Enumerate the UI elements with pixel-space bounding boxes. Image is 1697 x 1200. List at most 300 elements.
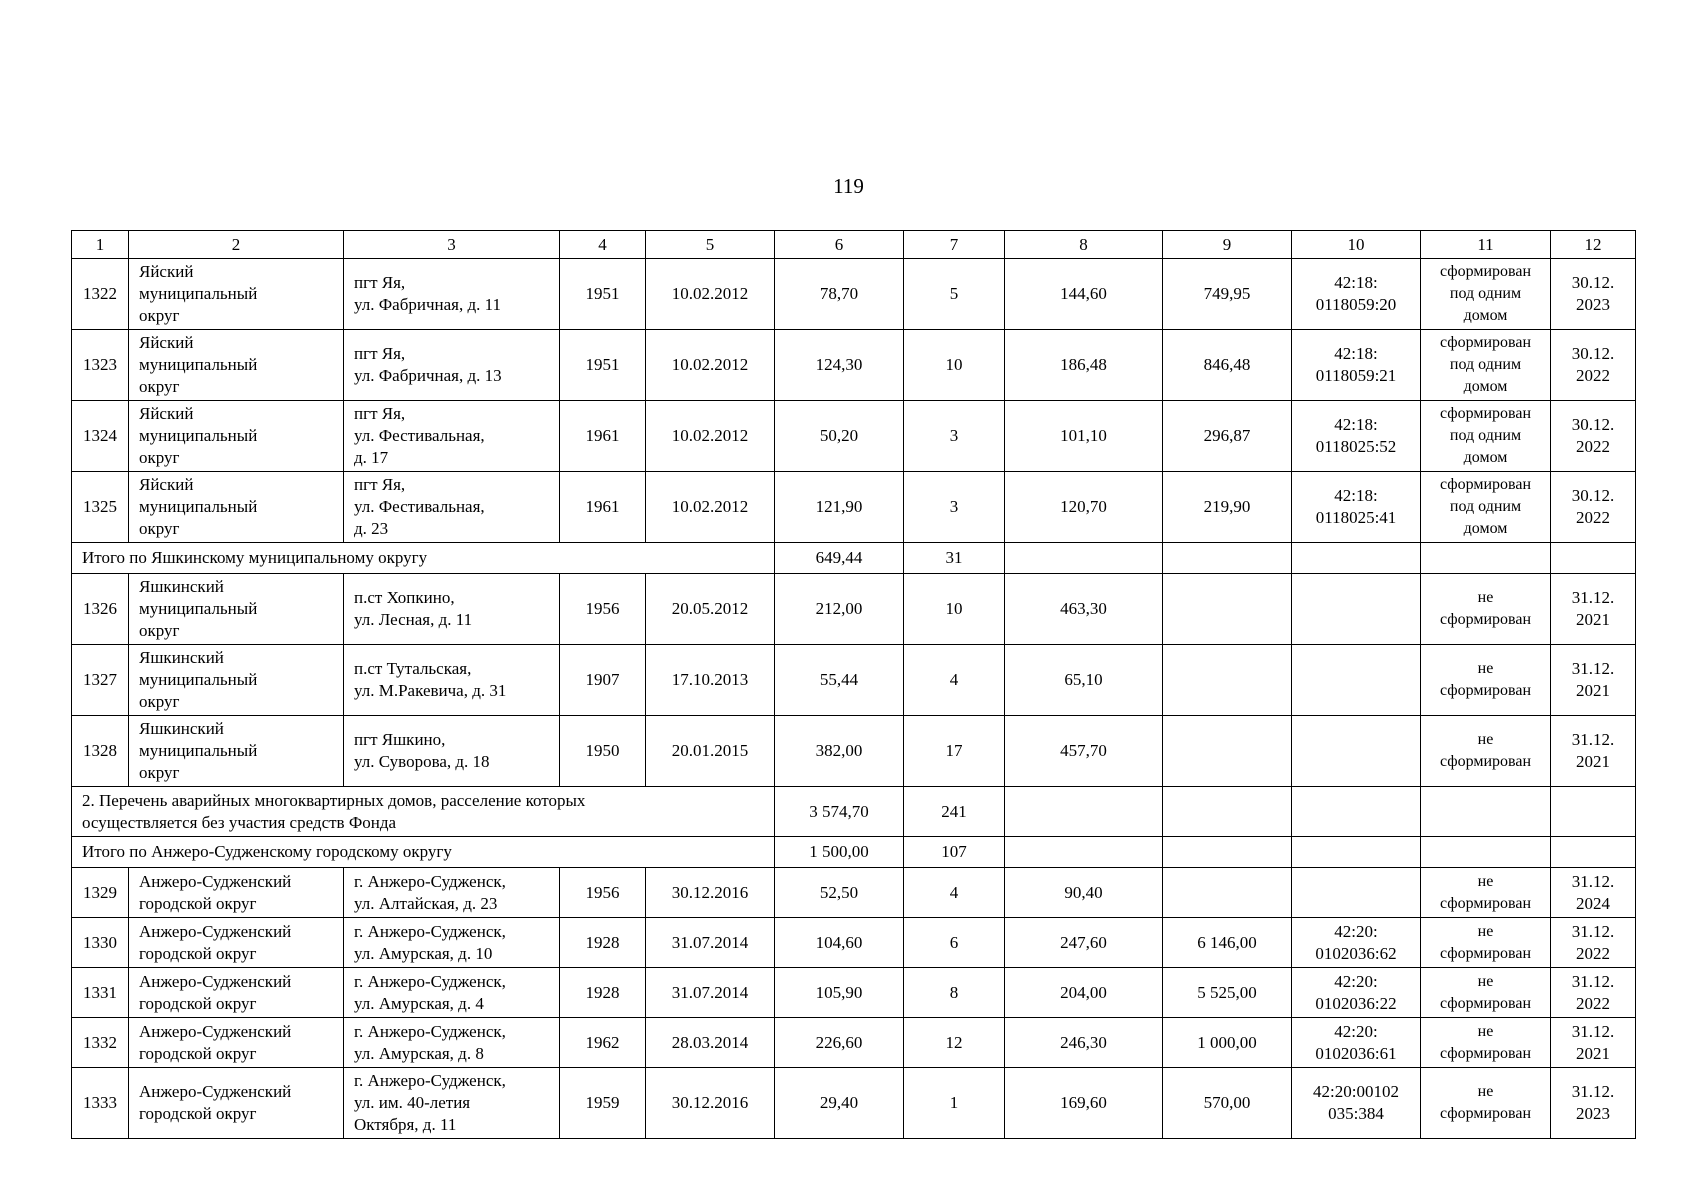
district-cell-line: округ (139, 621, 180, 640)
summary-row (72, 837, 1636, 868)
district-cell-line: муниципальный (139, 599, 258, 618)
cadastral-cell-line: 42:18: (1334, 273, 1378, 292)
column-9-cell: 6 146,00 (1163, 918, 1292, 968)
column-8-cell: 246,30 (1005, 1018, 1163, 1068)
status-cell (1421, 472, 1551, 543)
address-cell-line: пгт Яя, (354, 404, 406, 423)
people-cell: 12 (904, 1018, 1005, 1068)
date-cell: 20.01.2015 (646, 716, 775, 787)
row-number: 1328 (72, 716, 129, 787)
date-cell: 10.02.2012 (646, 401, 775, 472)
deadline-cell-line: 31.12. (1571, 1021, 1615, 1041)
district-cell-line: округ (139, 448, 180, 467)
district-cell-line: муниципальный (139, 355, 258, 374)
people-cell: 8 (904, 968, 1005, 1018)
people-cell: 10 (904, 574, 1005, 645)
cadastral-cell (1292, 472, 1421, 543)
status-cell (1421, 645, 1551, 716)
column-9-cell (1163, 868, 1292, 918)
deadline-cell-line: 31.12. (1571, 588, 1615, 607)
cadastral-cell-line: 42:20: (1334, 971, 1378, 991)
district-cell-line: Анжеро-Судженский (139, 921, 292, 941)
district-cell-line: Анжеро-Судженский (139, 871, 292, 891)
address-cell-line: д. 17 (354, 448, 389, 467)
row-number: 1326 (72, 574, 129, 645)
cadastral-cell (1292, 401, 1421, 472)
address-cell-line: г. Анжеро-Судженск, (354, 971, 506, 991)
column-8-cell: 457,70 (1005, 716, 1163, 787)
area-cell: 124,30 (775, 330, 904, 401)
column-header: 6 (775, 231, 904, 259)
empty-cell (1551, 787, 1636, 837)
district-cell (129, 918, 344, 968)
status-cell (1421, 259, 1551, 330)
cadastral-cell-line: 42:18: (1334, 415, 1378, 434)
cadastral-cell-line: 42:20: (1334, 1021, 1378, 1041)
deadline-cell-line: 2022 (1576, 437, 1610, 456)
status-cell-line: сформирован (1439, 894, 1532, 912)
address-cell (344, 259, 560, 330)
status-cell-line: сформирован (1439, 1044, 1532, 1062)
address-cell (344, 574, 560, 645)
address-cell (344, 716, 560, 787)
deadline-cell (1551, 1068, 1636, 1139)
deadline-cell-line: 2021 (1576, 681, 1610, 700)
status-cell (1421, 401, 1551, 472)
table-row (72, 716, 1636, 787)
address-cell-line: ул. Лесная, д. 11 (354, 610, 473, 629)
area-cell: 105,90 (775, 968, 904, 1018)
table-row (72, 574, 1636, 645)
status-cell-line: сформирован (1439, 944, 1532, 962)
row-number: 1331 (72, 968, 129, 1018)
column-8-cell: 65,10 (1005, 645, 1163, 716)
row-number: 1329 (72, 868, 129, 918)
cadastral-cell-line: 42:18: (1334, 486, 1378, 505)
deadline-cell (1551, 259, 1636, 330)
people-cell: 4 (904, 868, 1005, 918)
district-cell-line: Яйский (139, 262, 194, 281)
deadline-cell (1551, 645, 1636, 716)
status-cell-line: не (1477, 731, 1494, 748)
people-cell: 10 (904, 330, 1005, 401)
deadline-cell-line: 30.12. (1571, 486, 1615, 505)
column-header: 5 (646, 231, 775, 259)
people-cell: 3 (904, 401, 1005, 472)
deadline-cell-line: 31.12. (1571, 730, 1615, 749)
cadastral-cell-line: 42:20: (1334, 921, 1378, 941)
cadastral-cell (1292, 645, 1421, 716)
summary-row (72, 543, 1636, 574)
deadline-cell-line: 2021 (1576, 610, 1610, 629)
address-cell-line: ул. Амурская, д. 10 (354, 943, 493, 963)
cadastral-cell-line: 0102036:22 (1315, 993, 1397, 1013)
people-cell: 3 (904, 472, 1005, 543)
year-cell: 1928 (560, 918, 646, 968)
table-row (72, 1018, 1636, 1068)
year-cell: 1951 (560, 330, 646, 401)
summary-label: Итого по Яшкинскому муниципальному округу (72, 543, 775, 574)
address-cell-line: д. 23 (354, 519, 389, 538)
deadline-cell-line: 2022 (1576, 366, 1610, 385)
year-cell: 1951 (560, 259, 646, 330)
cadastral-cell-line: 42:18: (1334, 344, 1378, 363)
empty-cell (1292, 837, 1421, 868)
address-cell-line: пгт Яшкино, (354, 730, 446, 749)
summary-people: 241 (904, 787, 1005, 837)
row-number: 1323 (72, 330, 129, 401)
address-cell (344, 472, 560, 543)
district-cell (129, 968, 344, 1018)
empty-cell (1551, 543, 1636, 574)
status-cell-line: под одним (1449, 427, 1522, 444)
column-8-cell: 204,00 (1005, 968, 1163, 1018)
column-8-cell: 120,70 (1005, 472, 1163, 543)
people-cell: 1 (904, 1068, 1005, 1139)
status-cell-line: не (1477, 972, 1494, 990)
status-cell (1421, 716, 1551, 787)
deadline-cell-line: 31.12. (1571, 659, 1615, 678)
status-cell-line: не (1477, 660, 1494, 677)
area-cell: 226,60 (775, 1018, 904, 1068)
column-9-cell (1163, 716, 1292, 787)
deadline-cell-line: 2022 (1576, 993, 1610, 1013)
cadastral-cell (1292, 1018, 1421, 1068)
district-cell-line: округ (139, 692, 180, 711)
date-cell: 31.07.2014 (646, 918, 775, 968)
district-cell-line: Яшкинский (139, 648, 224, 667)
column-9-cell (1163, 574, 1292, 645)
status-cell-line: домом (1463, 520, 1508, 537)
status-cell (1421, 330, 1551, 401)
deadline-cell-line: 2022 (1576, 943, 1610, 963)
deadline-cell-line: 2024 (1576, 893, 1610, 913)
table-row (72, 259, 1636, 330)
address-cell-line: п.ст Тутальская, (354, 659, 472, 678)
year-cell: 1928 (560, 968, 646, 1018)
cadastral-cell (1292, 868, 1421, 918)
address-cell-line: г. Анжеро-Судженск, (354, 921, 506, 941)
cadastral-cell (1292, 259, 1421, 330)
district-cell (129, 1018, 344, 1068)
address-cell (344, 1018, 560, 1068)
column-9-cell: 846,48 (1163, 330, 1292, 401)
table-row (72, 645, 1636, 716)
column-header: 2 (129, 231, 344, 259)
status-cell-line: сформирован (1439, 611, 1532, 628)
deadline-cell-line: 30.12. (1571, 415, 1615, 434)
deadline-cell-line: 2023 (1576, 295, 1610, 314)
address-cell-line: ул. им. 40-летия (354, 1093, 471, 1112)
summary-area: 649,44 (775, 543, 904, 574)
deadline-cell (1551, 330, 1636, 401)
cadastral-cell-line: 42:20:00102 (1313, 1082, 1399, 1101)
status-cell-line: сформирован (1439, 1105, 1532, 1122)
address-cell (344, 868, 560, 918)
deadline-cell-line: 2021 (1576, 1043, 1610, 1063)
column-9-cell: 570,00 (1163, 1068, 1292, 1139)
address-cell-line: ул. Алтайская, д. 23 (354, 893, 498, 913)
address-cell-line: пгт Яя, (354, 475, 406, 494)
column-header: 9 (1163, 231, 1292, 259)
address-cell-line: ул. Суворова, д. 18 (354, 752, 490, 771)
cadastral-cell-line: 0102036:62 (1315, 943, 1397, 963)
deadline-cell (1551, 1018, 1636, 1068)
year-cell: 1961 (560, 472, 646, 543)
district-cell (129, 401, 344, 472)
address-cell-line: ул. М.Ракевича, д. 31 (354, 681, 507, 700)
status-cell (1421, 868, 1551, 918)
address-cell-line: ул. Амурская, д. 8 (354, 1043, 484, 1063)
status-cell-line: под одним (1449, 356, 1522, 373)
deadline-cell (1551, 401, 1636, 472)
cadastral-cell-line: 035:384 (1328, 1104, 1384, 1123)
year-cell: 1956 (560, 574, 646, 645)
district-cell-line: Анжеро-Судженский (139, 971, 292, 991)
address-cell (344, 1068, 560, 1139)
status-cell-line: домом (1463, 378, 1508, 395)
column-header: 12 (1551, 231, 1636, 259)
address-cell-line: ул. Фабричная, д. 11 (354, 295, 501, 314)
cadastral-cell-line: 0118059:20 (1315, 295, 1397, 314)
district-cell-line: округ (139, 306, 180, 325)
address-cell (344, 645, 560, 716)
column-8-cell: 247,60 (1005, 918, 1163, 968)
area-cell: 50,20 (775, 401, 904, 472)
address-cell-line: ул. Фабричная, д. 13 (354, 366, 502, 385)
district-cell-line: Яйский (139, 333, 194, 352)
summary-people: 107 (904, 837, 1005, 868)
district-cell-line: муниципальный (139, 670, 258, 689)
summary-row (72, 787, 1636, 837)
column-8-cell: 169,60 (1005, 1068, 1163, 1139)
people-cell: 17 (904, 716, 1005, 787)
column-header: 10 (1292, 231, 1421, 259)
address-cell-line: пгт Яя, (354, 273, 406, 292)
status-cell-line: не (1477, 1022, 1494, 1040)
status-cell-line: домом (1463, 307, 1508, 324)
cadastral-cell-line: 0118059:21 (1315, 366, 1397, 385)
column-8-cell: 186,48 (1005, 330, 1163, 401)
date-cell: 20.05.2012 (646, 574, 775, 645)
status-cell-line: не (1477, 589, 1494, 606)
table-row (72, 472, 1636, 543)
district-cell (129, 472, 344, 543)
area-cell: 104,60 (775, 918, 904, 968)
column-8-cell: 101,10 (1005, 401, 1163, 472)
people-cell: 5 (904, 259, 1005, 330)
column-8-cell: 463,30 (1005, 574, 1163, 645)
table-row (72, 968, 1636, 1018)
deadline-cell-line: 2021 (1576, 752, 1610, 771)
district-cell-line: муниципальный (139, 426, 258, 445)
table-row (72, 918, 1636, 968)
address-cell-line: п.ст Хопкино, (354, 588, 455, 607)
district-cell (129, 645, 344, 716)
row-number: 1325 (72, 472, 129, 543)
status-cell-line: сформирован (1439, 405, 1532, 422)
area-cell: 52,50 (775, 868, 904, 918)
address-cell-line: ул. Фестивальная, (354, 497, 485, 516)
district-cell-line: Яшкинский (139, 577, 224, 596)
row-number: 1330 (72, 918, 129, 968)
deadline-cell-line: 2023 (1576, 1104, 1610, 1123)
date-cell: 31.07.2014 (646, 968, 775, 1018)
status-cell-line: не (1477, 922, 1494, 940)
people-cell: 6 (904, 918, 1005, 968)
district-cell-line: Анжеро-Судженский (139, 1082, 292, 1101)
district-cell (129, 574, 344, 645)
area-cell: 121,90 (775, 472, 904, 543)
date-cell: 10.02.2012 (646, 472, 775, 543)
empty-cell (1163, 837, 1292, 868)
status-cell (1421, 918, 1551, 968)
summary-area: 3 574,70 (775, 787, 904, 837)
row-number: 1324 (72, 401, 129, 472)
district-cell-line: Анжеро-Судженский (139, 1021, 292, 1041)
address-cell (344, 330, 560, 401)
summary-label-line: 2. Перечень аварийных многоквартирных домов, расселение которых (82, 790, 586, 810)
column-9-cell: 1 000,00 (1163, 1018, 1292, 1068)
status-cell-line: сформирован (1439, 994, 1532, 1012)
status-cell-line: не (1477, 872, 1494, 890)
district-cell-line: муниципальный (139, 497, 258, 516)
column-9-cell: 296,87 (1163, 401, 1292, 472)
area-cell: 382,00 (775, 716, 904, 787)
summary-label-line: осуществляется без участия средств Фонда (82, 812, 397, 832)
summary-label (72, 787, 775, 837)
column-header: 4 (560, 231, 646, 259)
date-cell: 17.10.2013 (646, 645, 775, 716)
empty-cell (1292, 543, 1421, 574)
column-9-cell (1163, 645, 1292, 716)
deadline-cell-line: 30.12. (1571, 344, 1615, 363)
cadastral-cell (1292, 968, 1421, 1018)
status-cell (1421, 574, 1551, 645)
district-cell (129, 259, 344, 330)
column-header: 3 (344, 231, 560, 259)
status-cell-line: сформирован (1439, 682, 1532, 699)
deadline-cell (1551, 868, 1636, 918)
empty-cell (1292, 787, 1421, 837)
cadastral-cell (1292, 330, 1421, 401)
status-cell (1421, 1068, 1551, 1139)
district-cell-line: округ (139, 377, 180, 396)
cadastral-cell (1292, 1068, 1421, 1139)
people-cell: 4 (904, 645, 1005, 716)
empty-cell (1163, 543, 1292, 574)
summary-label: Итого по Анжеро-Судженскому городскому округу (72, 837, 775, 868)
housing-table (71, 230, 1636, 1139)
date-cell: 10.02.2012 (646, 259, 775, 330)
column-9-cell: 749,95 (1163, 259, 1292, 330)
area-cell: 29,40 (775, 1068, 904, 1139)
table-row (72, 330, 1636, 401)
area-cell: 78,70 (775, 259, 904, 330)
cadastral-cell-line: 0118025:41 (1315, 508, 1397, 527)
year-cell: 1950 (560, 716, 646, 787)
row-number: 1332 (72, 1018, 129, 1068)
table-row (72, 868, 1636, 918)
column-number-row (72, 231, 1636, 259)
deadline-cell-line: 31.12. (1571, 871, 1615, 891)
deadline-cell (1551, 574, 1636, 645)
address-cell-line: г. Анжеро-Судженск, (354, 871, 506, 891)
address-cell-line: г. Анжеро-Судженск, (354, 1021, 506, 1041)
status-cell-line: сформирован (1439, 753, 1532, 770)
address-cell (344, 401, 560, 472)
district-cell-line: Яйский (139, 475, 194, 494)
district-cell-line: округ (139, 763, 180, 782)
cadastral-cell (1292, 918, 1421, 968)
empty-cell (1005, 837, 1163, 868)
status-cell-line: сформирован (1439, 334, 1532, 351)
district-cell-line: муниципальный (139, 741, 258, 760)
status-cell-line: не (1477, 1083, 1494, 1100)
district-cell-line: округ (139, 519, 180, 538)
empty-cell (1163, 787, 1292, 837)
row-number: 1322 (72, 259, 129, 330)
empty-cell (1005, 543, 1163, 574)
district-cell (129, 330, 344, 401)
status-cell (1421, 968, 1551, 1018)
empty-cell (1421, 787, 1551, 837)
column-header: 8 (1005, 231, 1163, 259)
area-cell: 212,00 (775, 574, 904, 645)
year-cell: 1907 (560, 645, 646, 716)
year-cell: 1962 (560, 1018, 646, 1068)
empty-cell (1551, 837, 1636, 868)
district-cell (129, 716, 344, 787)
date-cell: 28.03.2014 (646, 1018, 775, 1068)
row-number: 1327 (72, 645, 129, 716)
deadline-cell (1551, 472, 1636, 543)
date-cell: 10.02.2012 (646, 330, 775, 401)
deadline-cell (1551, 918, 1636, 968)
status-cell-line: под одним (1449, 285, 1522, 302)
summary-area: 1 500,00 (775, 837, 904, 868)
deadline-cell-line: 31.12. (1571, 1082, 1615, 1101)
status-cell-line: под одним (1449, 498, 1522, 515)
address-cell-line: ул. Амурская, д. 4 (354, 993, 484, 1013)
table-row (72, 401, 1636, 472)
column-9-cell: 219,90 (1163, 472, 1292, 543)
row-number: 1333 (72, 1068, 129, 1139)
column-header: 7 (904, 231, 1005, 259)
deadline-cell (1551, 716, 1636, 787)
page-number: 119 (833, 174, 864, 198)
status-cell-line: сформирован (1439, 263, 1532, 280)
column-8-cell: 144,60 (1005, 259, 1163, 330)
year-cell: 1961 (560, 401, 646, 472)
column-header: 1 (72, 231, 129, 259)
cadastral-cell-line: 0102036:61 (1315, 1043, 1397, 1063)
district-cell-line: городской округ (139, 993, 257, 1013)
status-cell-line: домом (1463, 449, 1508, 466)
address-cell-line: пгт Яя, (354, 344, 406, 363)
address-cell (344, 918, 560, 968)
district-cell-line: городской округ (139, 1104, 257, 1123)
address-cell (344, 968, 560, 1018)
district-cell-line: Яшкинский (139, 719, 224, 738)
cadastral-cell (1292, 716, 1421, 787)
deadline-cell-line: 30.12. (1571, 273, 1615, 292)
column-9-cell: 5 525,00 (1163, 968, 1292, 1018)
status-cell-line: сформирован (1439, 476, 1532, 493)
cadastral-cell-line: 0118025:52 (1315, 437, 1397, 456)
district-cell-line: городской округ (139, 1043, 257, 1063)
year-cell: 1956 (560, 868, 646, 918)
